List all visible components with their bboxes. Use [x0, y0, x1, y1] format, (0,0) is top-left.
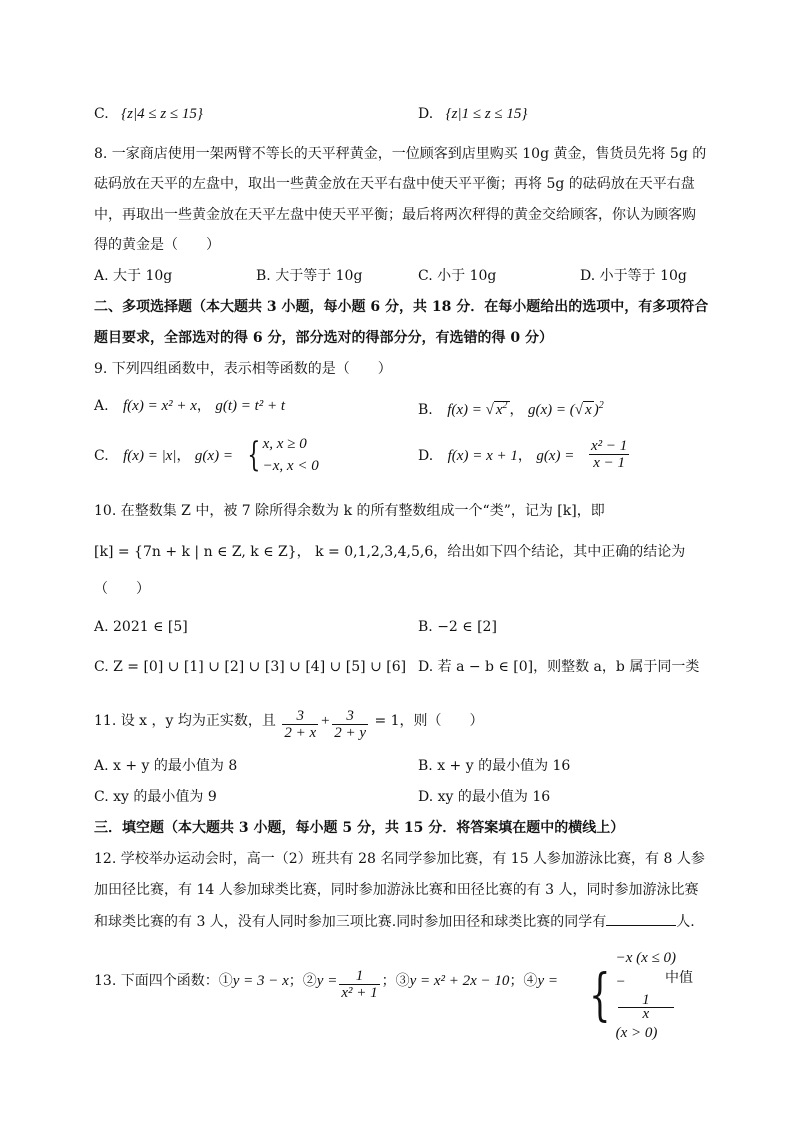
left-brace: {	[589, 962, 611, 1028]
fraction-1	[282, 708, 318, 741]
left-brace: {	[247, 435, 261, 475]
piecewise-cases	[263, 433, 319, 477]
case-2: −x, x < 0	[262, 458, 319, 474]
q8-option-c: C. 小于 10g	[418, 268, 497, 284]
q11-option-b: B. x + y 的最小值为 16	[418, 758, 571, 774]
sqrt-x-squared: √ $x^2$	[485, 400, 508, 418]
q12-line-2: 加田径比赛，有 14 人参加球类比赛，同时参加游泳比赛和田径比赛的有 3 人，同时参加游泳比赛	[94, 882, 699, 898]
option-label: A.	[94, 398, 109, 414]
numerator: x² − 1	[591, 438, 628, 454]
q8-line-2: 砝码放在天平的左盘中，取出一些黄金放在天平右盘中使天平平衡；再将 5g 的砝码放在天平右盘	[94, 176, 695, 192]
q10-option-c: C. Z = [0] ∪ [1] ∪ [2] ∪ [3] ∪ [4] ∪ [5] ∪ [6]	[94, 659, 407, 675]
q11-stem	[94, 708, 484, 741]
q12-line-3	[94, 911, 695, 932]
q13-piecewise	[582, 946, 676, 1045]
case-1: x, x ≥ 0	[262, 436, 307, 452]
case-1: −x (x ≤ 0)	[615, 950, 677, 966]
section-3-heading: 三．填空题（本大题共 3 小题，每小题 5 分，共 15 分．将答案填在题中的横线上）	[94, 820, 625, 836]
denominator: x − 1	[593, 455, 626, 471]
option-label: B.	[418, 402, 433, 418]
q9-option-a: A. f(x) = x² + x， g(t) = t² + t	[94, 398, 286, 414]
q9-stem: 9. 下列四组函数中，表示相等函数的是（ ）	[94, 361, 392, 377]
q9-option-c: C. f(x) = |x|， g(x) =	[94, 448, 233, 464]
function-3: y = x² + 2x − 10	[409, 973, 510, 989]
function-2-fraction	[339, 968, 379, 1001]
q10-line-3: （ ）	[94, 581, 150, 597]
numerator: 1	[618, 994, 674, 1008]
q12-line-1: 12. 学校举办运动会时，高一（2）班共有 28 名同学参加比赛，有 15 人参加游泳比赛，有 8 人参	[94, 851, 705, 867]
denominator: x	[642, 1006, 650, 1022]
q12-text-tail: 人.	[676, 914, 695, 930]
q9-c-piecewise	[243, 433, 319, 477]
answer-blank[interactable]	[606, 911, 676, 926]
numerator: 3	[282, 708, 318, 725]
function-1: y = 3 − x	[232, 973, 289, 989]
q13-tail: 中值	[665, 970, 693, 986]
option-expression: {z|4 ≤ z ≤ 15}	[121, 106, 203, 122]
q8-line-3: 中，再取出一些黄金放在天平左盘中使天平平衡；最后将两次秤得的黄金交给顾客，你认为顾客购	[94, 207, 696, 223]
fraction-2	[332, 708, 368, 741]
option-label: C.	[94, 448, 109, 464]
q10-line-2: [k] = {7n + k | n ∈ Z, k ∈ Z}， k = 0,1,2,3,4,5,6，给出如下四个结论，其中正确的结论为	[94, 544, 686, 560]
function-g: g(x) =	[536, 448, 575, 464]
function-f: f(x) = |x|	[123, 448, 177, 464]
function-f: f(x) = x + 1	[447, 448, 518, 464]
fraction	[589, 438, 629, 471]
q8-line-1: 8. 一家商店使用一架两臂不等长的天平秤黄金，一位顾客到店里购买 10g 黄金，售货员先将 5g 的	[94, 146, 707, 162]
numerator: 3	[332, 708, 368, 725]
q10-option-b: B. −2 ∈ [2]	[418, 619, 497, 635]
q11-option-c: C. xy 的最小值为 9	[94, 789, 217, 805]
fraction	[618, 994, 674, 1021]
function-g: g(x) =	[194, 448, 233, 464]
q9-d-fraction	[587, 438, 631, 471]
denominator: 2 + x	[284, 725, 317, 741]
option-label: C.	[94, 106, 109, 122]
q8-option-d: D. 小于等于 10g	[580, 268, 687, 284]
stem-tail: = 1，则（ ）	[374, 713, 484, 729]
case-2: − 1 x (x > 0)	[616, 970, 676, 1045]
piecewise-cases	[616, 946, 676, 1045]
separator: ；③	[381, 973, 410, 989]
q11-option-d: D. xy 的最小值为 16	[418, 789, 551, 805]
condition: (x > 0)	[615, 1025, 658, 1041]
q11-option-a: A. x + y 的最小值为 8	[94, 758, 238, 774]
q12-text: 和球类比赛的有 3 人，没有人同时参加三项比赛.同时参加田径和球类比赛的同学有	[94, 914, 607, 930]
separator: ；②	[288, 973, 317, 989]
plus-sign: +	[320, 713, 331, 729]
stem-text: 11. 设 x ，y 均为正实数，且	[94, 713, 276, 729]
q13-line	[94, 968, 558, 1001]
function-f: f(x) = x² + x	[123, 398, 197, 414]
q10-line-1: 10. 在整数集 Z 中，被 7 除所得余数为 k 的所有整数组成一个“类”，记为 [k]，即	[94, 503, 605, 519]
function-f: f(x) =	[447, 402, 486, 418]
q8-line-4: 得的黄金是（ ）	[94, 237, 220, 253]
section-2-heading-line-1: 二、多项选择题（本大题共 3 小题，每小题 6 分，共 18 分．在每小题给出的选项中，有多项符合	[94, 299, 709, 315]
q8-option-a: A. 大于 10g	[94, 268, 173, 284]
function-2-lhs: y =	[316, 973, 338, 989]
q9-option-d: D. f(x) = x + 1， g(x) =	[418, 448, 575, 464]
function-g: g(t) = t² + t	[215, 398, 286, 414]
q7-option-d	[418, 104, 527, 124]
section-2-heading-line-2: 题目要求，全部选对的得 6 分，部分选对的得部分分，有选错的得 0 分）	[94, 330, 553, 346]
sqrt-x-paren-squared: (√ x )$^2$	[569, 400, 604, 418]
function-g: g(x) =	[528, 402, 570, 418]
q10-option-d: D. 若 a − b ∈ [0]，则整数 a，b 属于同一类	[418, 659, 700, 675]
denominator: 2 + y	[334, 725, 367, 741]
separator: ；④	[509, 973, 538, 989]
option-expression: {z|1 ≤ z ≤ 15}	[445, 106, 528, 122]
function-4-lhs: y =	[537, 973, 558, 989]
q7-option-c	[94, 104, 203, 124]
q8-option-b: B. 大于等于 10g	[256, 268, 363, 284]
q13-intro: 13. 下面四个函数：①	[94, 973, 233, 989]
numerator: 1	[339, 968, 379, 985]
q10-option-a: A. 2021 ∈ [5]	[94, 619, 188, 635]
option-label: D.	[418, 448, 434, 464]
denominator: x² + 1	[341, 985, 378, 1001]
option-label: D.	[418, 106, 434, 122]
q9-option-b: B. f(x) = √ $x^2$ ， g(x) = (√ x )$^2$	[418, 400, 604, 418]
